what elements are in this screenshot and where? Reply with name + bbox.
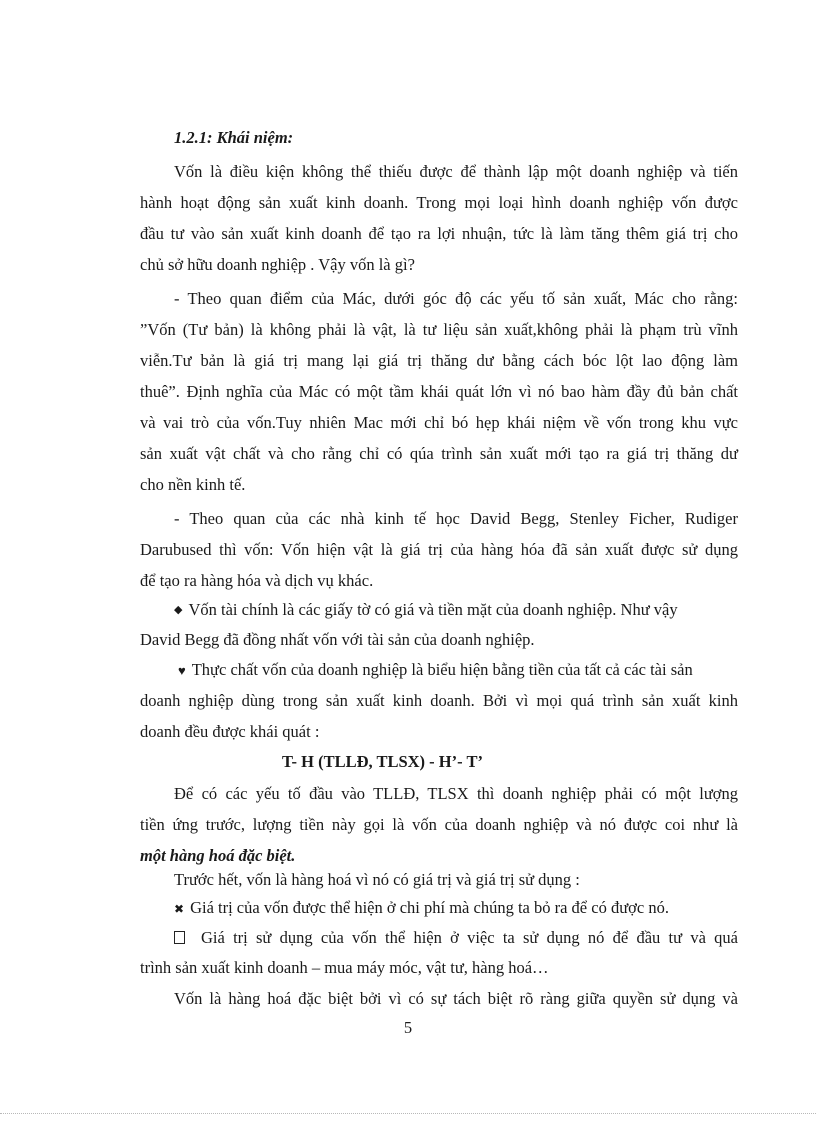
paragraph-line: doanh đều được khái quát : — [140, 722, 320, 741]
cross-bullet-icon: ✖ — [174, 902, 185, 916]
bullet-paragraph-line — [174, 600, 738, 620]
paragraph-line: để tạo ra hàng hóa và dịch vụ khác. — [140, 571, 374, 590]
paragraph-line: tiền ứng trước, lượng tiền này gọi là vốn của doanh nghiệp và nó được coi như là — [140, 815, 738, 834]
paragraph-line: - Theo quan của các nhà kinh tế học David Begg, Stenley Ficher, Rudiger — [174, 509, 738, 528]
bullet-text: Thực chất vốn của doanh nghiệp là biểu hiện bằng tiền của tất cả các tài sản — [191, 660, 693, 679]
page-bottom-border — [0, 1113, 816, 1114]
paragraph-line: sản xuất vật chất và cho rằng chỉ có qúa trình sản xuất mới tạo ra giá trị thăng dư — [140, 444, 738, 463]
bullet-text: Giá trị sử dụng của vốn thể hiện ở việc ta sử dụng nó để đầu tư và quá — [201, 928, 738, 947]
checkbox-bullet-icon — [174, 931, 185, 944]
bullet-paragraph-line — [178, 660, 738, 681]
page-number: 5 — [403, 1018, 413, 1037]
paragraph-line: viễn.Tư bản là giá trị mang lại giá trị thăng dư bằng cách bóc lột lao động làm — [140, 351, 738, 370]
bullet-paragraph-line — [174, 928, 738, 948]
paragraph-line: hành hoạt động sản xuất kinh doanh. Trong mọi loại hình doanh nghiệp vốn được — [140, 193, 738, 212]
paragraph-line: - Theo quan điểm của Mác, dưới góc độ các yếu tố sản xuất, Mác cho rằng: — [174, 289, 738, 308]
bullet-text: Vốn tài chính là các giấy tờ có giá và tiền mặt của doanh nghiệp. Như vậy — [188, 600, 678, 619]
paragraph-line: Vốn là điều kiện không thể thiếu được để thành lập một doanh nghiệp và tiến — [174, 162, 738, 181]
paragraph-line: Vốn là hàng hoá đặc biệt bởi vì có sự tách biệt rõ ràng giữa quyền sử dụng và — [174, 989, 738, 1008]
paragraph-line: đầu tư vào sản xuất kinh doanh để tạo ra lợi nhuận, tức là làm tăng thêm giá trị cho — [140, 224, 738, 243]
paragraph-line: và vai trò của vốn.Tuy nhiên Mac mới chỉ bó hẹp khái niệm về vốn trong khu vực — [140, 413, 738, 432]
paragraph-line: cho nền kinh tế. — [140, 475, 246, 494]
bullet-paragraph-line — [174, 898, 669, 919]
paragraph-line: chủ sở hữu doanh nghiệp . Vậy vốn là gì? — [140, 255, 415, 274]
paragraph-line: Để có các yếu tố đầu vào TLLĐ, TLSX thì doanh nghiệp phải có một lượng — [174, 784, 738, 803]
diamond-bullet-icon: ◆ — [174, 604, 183, 616]
formula: T- H (TLLĐ, TLSX) - H’- T’ — [282, 752, 483, 771]
emphasis-text: một hàng hoá đặc biệt. — [140, 846, 296, 865]
paragraph-line: doanh nghiệp dùng trong sản xuất kinh doanh. Bởi vì mọi quá trình sản xuất kinh — [140, 691, 738, 710]
paragraph-line: David Begg đã đồng nhất vốn với tài sản của doanh nghiệp. — [140, 630, 535, 649]
section-heading: 1.2.1: Khái niệm: — [174, 128, 294, 147]
paragraph-line: ”Vốn (Tư bản) là không phải là vật, là tư liệu sản xuất,không phải là phạm trù vĩnh — [140, 320, 738, 339]
paragraph-line: trình sản xuất kinh doanh – mua máy móc, vật tư, hàng hoá… — [140, 958, 549, 977]
paragraph-line: thuê”. Định nghĩa của Mác có một tầm khái quát lớn vì nó bao hàm đầy đủ bản chất — [140, 382, 738, 401]
paragraph-line: Trước hết, vốn là hàng hoá vì nó có giá trị và giá trị sử dụng : — [174, 870, 580, 889]
heart-bullet-icon: ♥ — [178, 663, 186, 678]
bullet-text: Giá trị của vốn được thể hiện ở chi phí mà chúng ta bỏ ra để có được nó. — [190, 898, 669, 917]
paragraph-line: Darubused thì vốn: Vốn hiện vật là giá trị của hàng hóa đã sản xuất được sử dụng — [140, 540, 738, 559]
